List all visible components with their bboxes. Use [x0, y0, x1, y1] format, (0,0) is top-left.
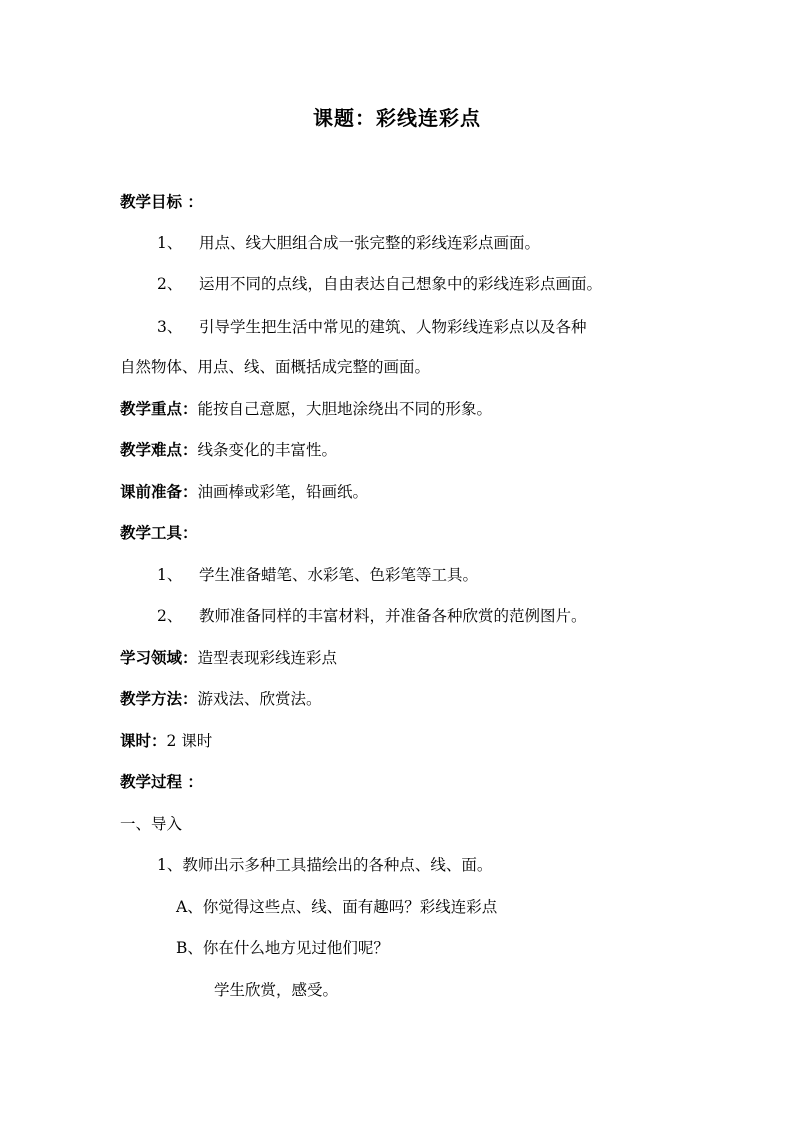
process-step-1: 1、教师出示多种工具描绘出的各种点、线、面。 [157, 856, 493, 874]
tool-item-1 [157, 563, 478, 587]
process-label: 教学过程 ： [120, 772, 203, 791]
learning-domain-text: 造型表现彩线连彩点 [197, 649, 338, 667]
preparation-label: 课前准备： [120, 482, 198, 501]
tool-item-2-text: 教师准备同样的丰富材料，并准备各种欣赏的范例图片。 [199, 607, 587, 625]
preparation-text: 油画棒或彩笔，铅画纸。 [197, 483, 369, 501]
tools-label: 教学工具： [120, 523, 198, 542]
tool-item-2 [157, 604, 587, 628]
tool-item-2-num: 2、 [157, 607, 183, 625]
class-hours [120, 729, 212, 753]
key-point [120, 397, 492, 421]
objective-item-3-num: 3、 [157, 318, 183, 336]
page-title: 课题：彩线连彩点 [313, 106, 481, 130]
preparation [120, 480, 368, 504]
objective-item-3-text: 引导学生把生活中常见的建筑、人物彩线连彩点以及各种 [199, 318, 587, 336]
teaching-methods [120, 687, 322, 711]
objective-item-1 [157, 231, 540, 255]
process-question-a: A、你觉得这些点、线、面有趣吗？彩线连彩点 [176, 898, 498, 916]
learning-domain [120, 646, 337, 670]
difficulty-text: 线条变化的丰富性。 [197, 441, 338, 459]
objective-item-2-num: 2、 [157, 275, 183, 293]
learning-domain-label: 学习领域： [120, 648, 198, 667]
objective-item-1-num: 1、 [157, 234, 183, 252]
key-point-text: 能按自己意愿，大胆地涂绕出不同的形象。 [197, 400, 493, 418]
objective-item-2 [157, 272, 602, 296]
key-point-label: 教学重点： [120, 399, 198, 418]
tool-item-1-num: 1、 [157, 566, 183, 584]
objective-item-3-continuation: 自然物体、用点、线、面概括成完整的画面。 [120, 358, 431, 376]
objective-item-1-text: 用点、线大胆组合成一张完整的彩线连彩点画面。 [199, 234, 541, 252]
objective-item-3 [157, 315, 587, 339]
objective-item-2-text: 运用不同的点线，自由表达自己想象中的彩线连彩点画面。 [199, 275, 603, 293]
process-student-response: 学生欣赏，感受。 [214, 981, 339, 999]
teaching-methods-text: 游戏法、欣赏法。 [197, 690, 322, 708]
class-hours-text: 2 课时 [166, 732, 213, 750]
teaching-methods-label: 教学方法： [120, 689, 198, 708]
process-question-b: B、你在什么地方见过他们呢？ [176, 939, 389, 957]
difficulty-label: 教学难点： [120, 440, 198, 459]
class-hours-label: 课时： [120, 731, 167, 750]
process-section-intro: 一、导入 [120, 815, 183, 833]
tool-item-1-text: 学生准备蜡笔、水彩笔、色彩笔等工具。 [199, 566, 479, 584]
objectives-label: 教学目标 ： [120, 192, 203, 211]
difficulty [120, 438, 337, 462]
